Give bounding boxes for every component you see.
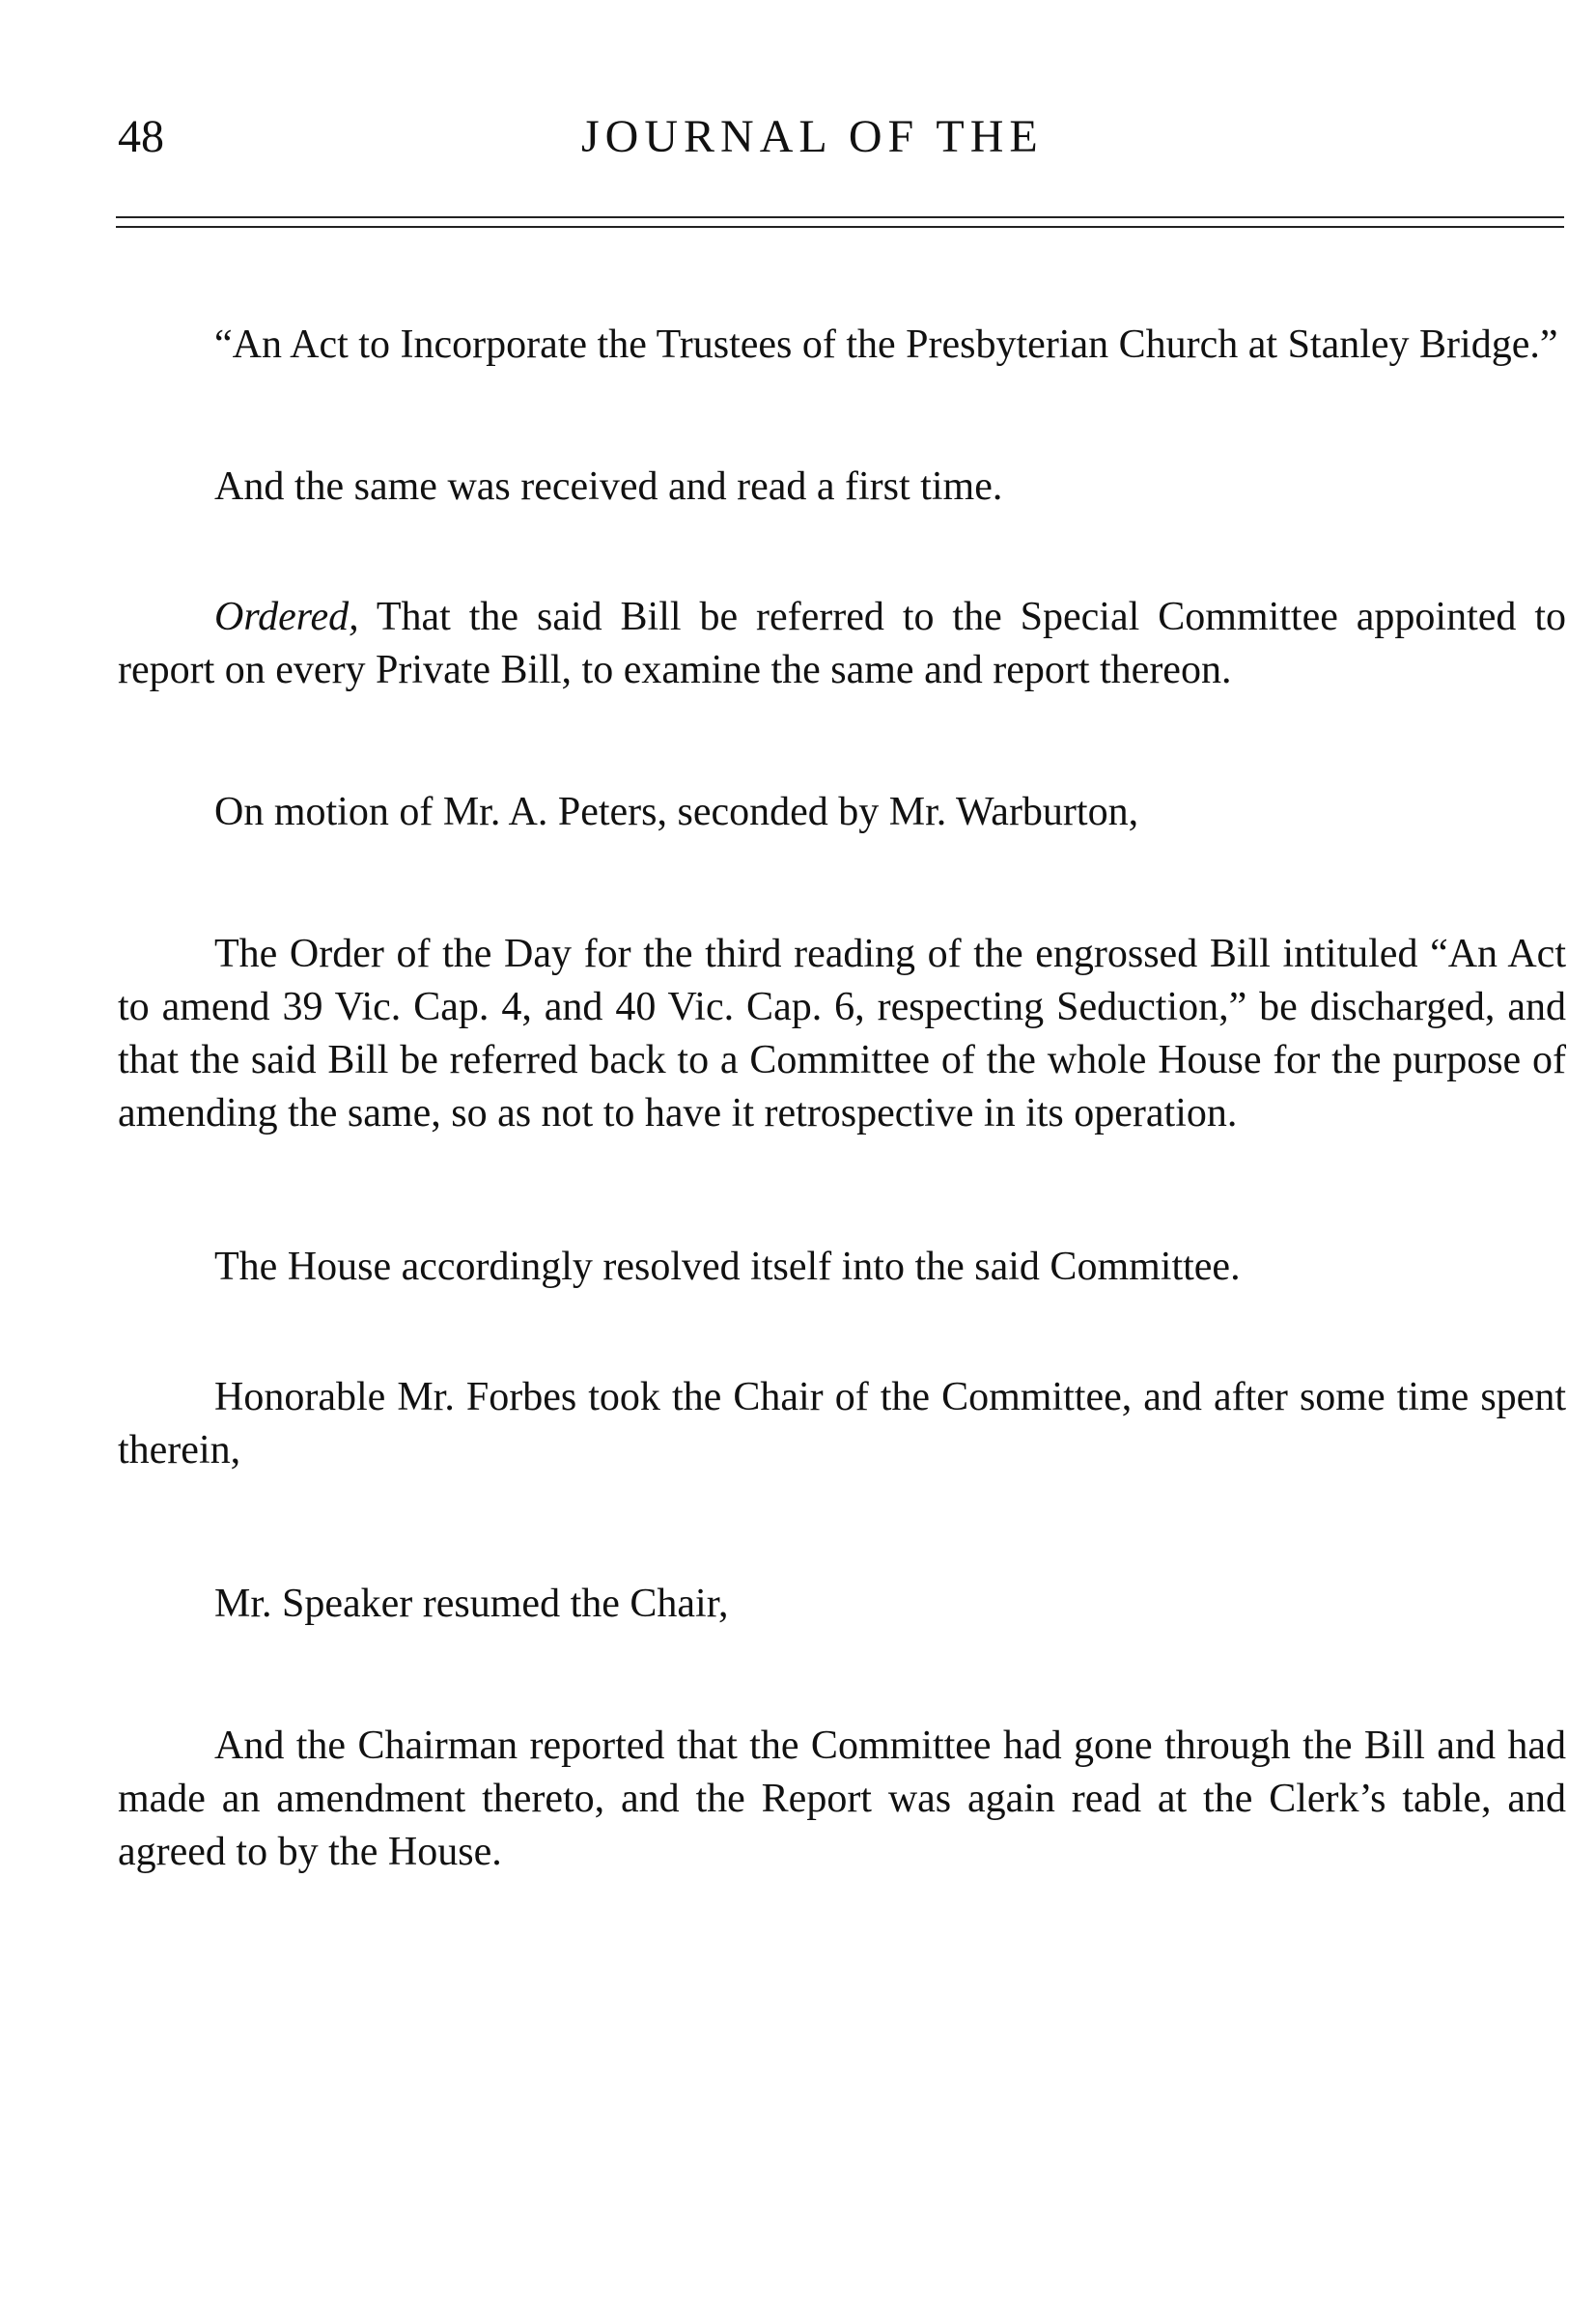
page-body <box>118 319 1566 1879</box>
paragraph-text: On motion of Mr. A. Peters, seconded by Mr. Warburton, <box>214 790 1139 834</box>
running-head: JOURNAL OF THE <box>581 111 1044 162</box>
paragraph-text: And the Chairman reported that the Committee had gone through the Bill and had made an amendment thereto, and the Report was again read at the Clerk’s table, and agreed to by the House. <box>118 1724 1566 1874</box>
paragraph-text: “An Act to Incorporate the Trustees of the Presbyterian Church at Stanley Bridge.” <box>214 322 1558 367</box>
paragraph-text: The House accordingly resolved itself into the said Committee. <box>214 1245 1241 1289</box>
paragraph-house-resolved <box>118 1241 1566 1294</box>
paragraph-order-of-day <box>118 928 1566 1140</box>
paragraph-ordered <box>118 591 1566 697</box>
paragraph-text: The Order of the Day for the third reading of the engrossed Bill intituled “An Act to amend 39 Vic. Cap. 4, and 40 Vic. Cap. 6, respecting Seduction,” be discharged, and that the said Bill be referred back to a Committee of the whole House for the purpose of amending the same, so as not to have it retrospective in its operation. <box>118 932 1566 1135</box>
paragraph-motion <box>118 786 1566 839</box>
paragraph-lead: Ordered, <box>214 595 359 639</box>
paragraph-text: Mr. Speaker resumed the Chair, <box>214 1582 729 1626</box>
header-rule-top <box>116 216 1564 218</box>
paragraph-first-reading <box>118 461 1566 514</box>
paragraph-text: That the said Bill be referred to the Special Committee appointed to report on every Private Bill, to examine the same and report thereon. <box>118 595 1566 692</box>
paragraph-chairman-reported <box>118 1720 1566 1879</box>
header-rule-bottom <box>116 226 1564 228</box>
page-number: 48 <box>118 111 164 162</box>
paragraph-chair-of-committee <box>118 1371 1566 1477</box>
paragraph-text: And the same was received and read a first time. <box>214 464 1003 509</box>
page-header <box>118 108 1566 166</box>
paragraph-speaker-resumed <box>118 1578 1566 1631</box>
paragraph-act-title <box>118 319 1566 372</box>
paragraph-text: Honorable Mr. Forbes took the Chair of the Committee, and after some time spent therein, <box>118 1375 1566 1472</box>
